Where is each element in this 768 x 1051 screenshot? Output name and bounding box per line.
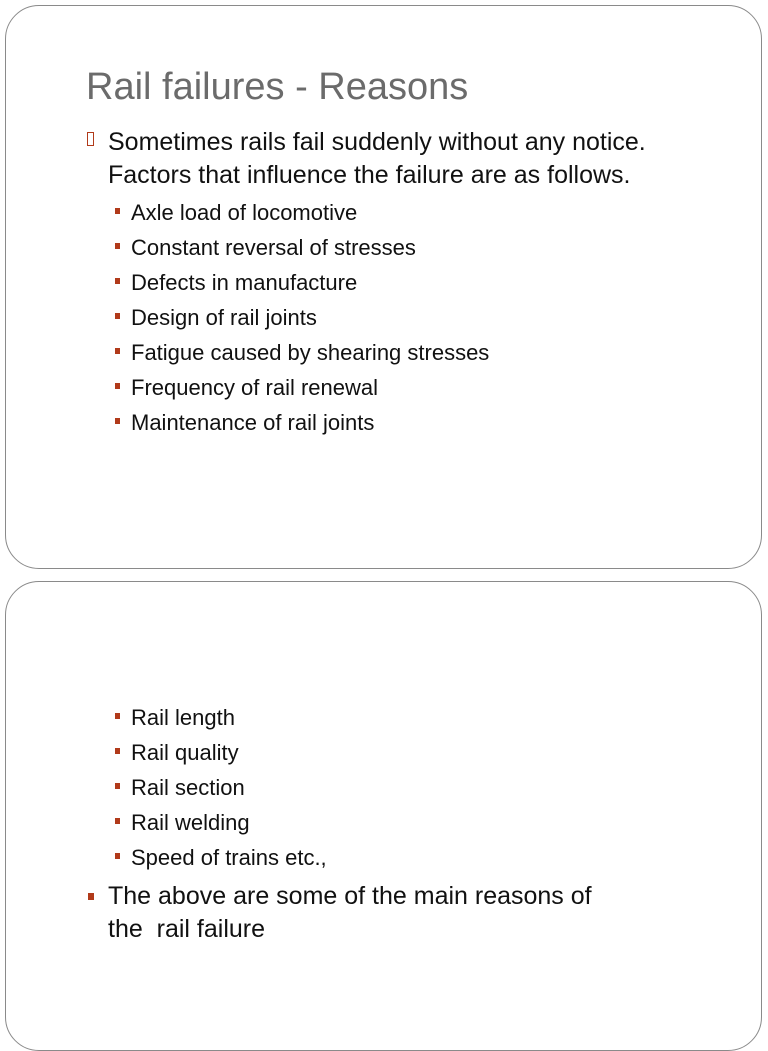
list-item-label: Rail welding bbox=[131, 810, 250, 835]
list-item bbox=[131, 305, 489, 340]
list-item-label: Constant reversal of stresses bbox=[131, 235, 416, 260]
slide-2 bbox=[5, 581, 762, 1051]
square-bullet-icon bbox=[115, 313, 120, 319]
square-bullet-icon bbox=[115, 208, 120, 214]
list-item-label: Maintenance of rail joints bbox=[131, 410, 375, 435]
intro-line-2: Factors that influence the failure are as follows. bbox=[108, 161, 631, 189]
slide-title: Rail failures - Reasons bbox=[86, 66, 469, 108]
list-item bbox=[131, 270, 489, 305]
list-item-label: Rail quality bbox=[131, 740, 239, 765]
list-item-label: Design of rail joints bbox=[131, 305, 317, 330]
square-bullet-icon bbox=[115, 278, 120, 284]
box-bullet-icon bbox=[87, 132, 94, 146]
list-item-label: Rail length bbox=[131, 705, 235, 730]
list-item bbox=[131, 810, 327, 845]
square-bullet-icon bbox=[115, 243, 120, 249]
square-bullet-icon bbox=[115, 818, 120, 824]
list-item bbox=[131, 705, 327, 740]
conclusion-line-2: the rail failure bbox=[108, 915, 266, 943]
square-bullet-icon bbox=[115, 418, 120, 424]
list-item bbox=[131, 235, 489, 270]
conclusion-line-1: The above are some of the main reasons of bbox=[108, 882, 592, 910]
square-bullet-icon bbox=[88, 893, 94, 900]
list-item bbox=[131, 200, 489, 235]
square-bullet-icon bbox=[115, 853, 120, 859]
square-bullet-icon bbox=[115, 713, 120, 719]
square-bullet-icon bbox=[115, 783, 120, 789]
list-item-label: Axle load of locomotive bbox=[131, 200, 358, 225]
intro-line-1: Sometimes rails fail suddenly without any notice. bbox=[108, 128, 646, 156]
list-item bbox=[131, 740, 327, 775]
slide-1 bbox=[5, 5, 762, 569]
list-item-label: Frequency of rail renewal bbox=[131, 375, 379, 400]
square-bullet-icon bbox=[115, 348, 120, 354]
list-item-label: Rail section bbox=[131, 775, 245, 800]
square-bullet-icon bbox=[115, 383, 120, 389]
factor-list-2 bbox=[131, 705, 327, 880]
list-item bbox=[131, 340, 489, 375]
list-item-label: Fatigue caused by shearing stresses bbox=[131, 340, 490, 365]
list-item bbox=[131, 775, 327, 810]
list-item bbox=[131, 410, 489, 445]
list-item bbox=[131, 845, 327, 880]
intro-paragraph bbox=[108, 126, 728, 192]
factor-list-1 bbox=[131, 200, 489, 445]
conclusion-paragraph bbox=[108, 880, 728, 946]
list-item-label: Speed of trains etc., bbox=[131, 845, 327, 870]
list-item bbox=[131, 375, 489, 410]
square-bullet-icon bbox=[115, 748, 120, 754]
list-item-label: Defects in manufacture bbox=[131, 270, 358, 295]
